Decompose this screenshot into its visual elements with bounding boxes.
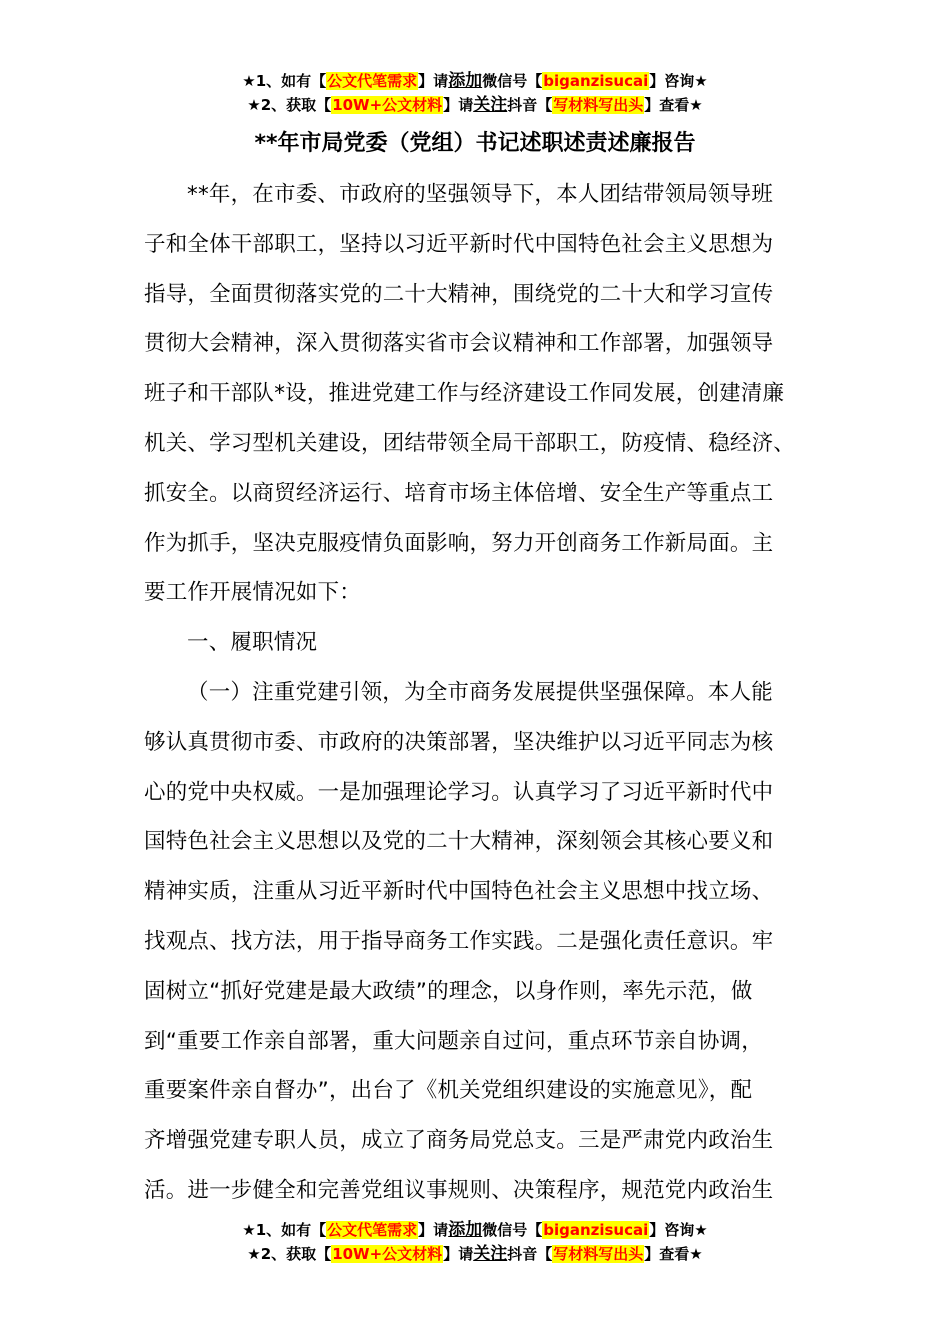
notice-text: 】咨询★ (649, 72, 708, 90)
notice-text: 微信号【 (482, 1221, 543, 1239)
body-line: 活。进一步健全和完善党组议事规则、决策程序，规范党内政治生 (144, 1177, 774, 1203)
notice-text: 抖音【 (507, 96, 553, 114)
notice-highlight: 公文代笔需求 (327, 72, 418, 90)
body-line: 子和全体干部职工，坚持以习近平新时代中国特色社会主义思想为 (144, 231, 774, 257)
notice-text: ★2、获取【 (247, 1245, 332, 1263)
notice-text: ★1、如有【 (242, 1221, 327, 1239)
section-heading: 一、履职情况 (187, 630, 318, 656)
body-line: 找观点、找方法，用于指导商务工作实践。二是强化责任意识。牢 (144, 928, 774, 954)
notice-text: 】请 (443, 1245, 474, 1263)
body-line: 精神实质，注重从习近平新时代中国特色社会主义思想中找立场、 (144, 879, 774, 905)
body-line: 齐增强党建专职人员，成立了商务局党总支。三是严肃党内政治生 (144, 1128, 774, 1154)
notice-highlight: 10W+公文材料 (332, 96, 443, 114)
notice-text: 】查看★ (644, 1245, 703, 1263)
notice-emphasis: 添加 (448, 1220, 483, 1240)
body-line: 到“重要工作亲自部署，重大问题亲自过问，重点环节亲自协调， (144, 1028, 763, 1054)
body-line: 心的党中央权威。一是加强理论学习。认真学习了习近平新时代中 (144, 779, 774, 805)
document-title: **年市局党委（党组）书记述职述责述廉报告 (254, 131, 696, 156)
notice-text: 】查看★ (644, 96, 703, 114)
document-body (144, 170, 824, 1216)
notice-text: 】请 (418, 1221, 449, 1239)
notice-highlight: biganzisucai (543, 72, 649, 90)
notice-line-2 (0, 1242, 950, 1266)
notice-emphasis: 关注 (473, 95, 508, 115)
body-line: 作为抓手，坚决克服疫情负面影响，努力开创商务工作新局面。主 (144, 530, 774, 556)
notice-text: ★1、如有【 (242, 72, 327, 90)
notice-text: 】请 (418, 72, 449, 90)
notice-highlight: 写材料写出头 (553, 96, 644, 114)
notice-text: 】请 (443, 96, 474, 114)
body-line: **年，在市委、市政府的坚强领导下，本人团结带领局领导班 (187, 182, 774, 207)
notice-highlight: biganzisucai (543, 1221, 649, 1239)
top-notice-banner (0, 69, 950, 117)
body-line: 要工作开展情况如下： (144, 580, 362, 606)
body-line: 机关、学习型机关建设，团结带领全局干部职工，防疫情、稳经济、 (144, 430, 796, 456)
notice-text: ★2、获取【 (247, 96, 332, 114)
notice-text: 】咨询★ (649, 1221, 708, 1239)
notice-line-1 (0, 1218, 950, 1242)
body-line: 够认真贯彻市委、市政府的决策部署，坚决维护以习近平同志为核 (144, 729, 774, 755)
notice-line-1 (0, 69, 950, 93)
body-line: 指导，全面贯彻落实党的二十大精神，围绕党的二十大和学习宣传 (144, 281, 774, 307)
body-line: 国特色社会主义思想以及党的二十大精神，深刻领会其核心要义和 (144, 829, 774, 855)
notice-highlight: 公文代笔需求 (327, 1221, 418, 1239)
notice-highlight: 写材料写出头 (553, 1245, 644, 1263)
notice-text: 微信号【 (482, 72, 543, 90)
body-line: 重要案件亲自督办”，出台了《机关党组织建设的实施意见》，配 (144, 1078, 753, 1104)
body-line: 班子和干部队*设，推进党建工作与经济建设工作同发展，创建清廉 (144, 381, 785, 407)
body-line: 抓安全。以商贸经济运行、培育市场主体倍增、安全生产等重点工 (144, 480, 774, 506)
notice-highlight: 10W+公文材料 (332, 1245, 443, 1263)
notice-emphasis: 添加 (448, 71, 483, 91)
body-line: 贯彻大会精神，深入贯彻落实省市会议精神和工作部署，加强领导 (144, 331, 774, 357)
bottom-notice-banner (0, 1218, 950, 1266)
body-line: 固树立“抓好党建是最大政绩”的理念，以身作则，率先示范，做 (144, 978, 753, 1004)
notice-emphasis: 关注 (473, 1244, 508, 1264)
notice-text: 抖音【 (507, 1245, 553, 1263)
body-line: （一）注重党建引领，为全市商务发展提供坚强保障。本人能 (187, 679, 773, 705)
notice-line-2 (0, 93, 950, 117)
